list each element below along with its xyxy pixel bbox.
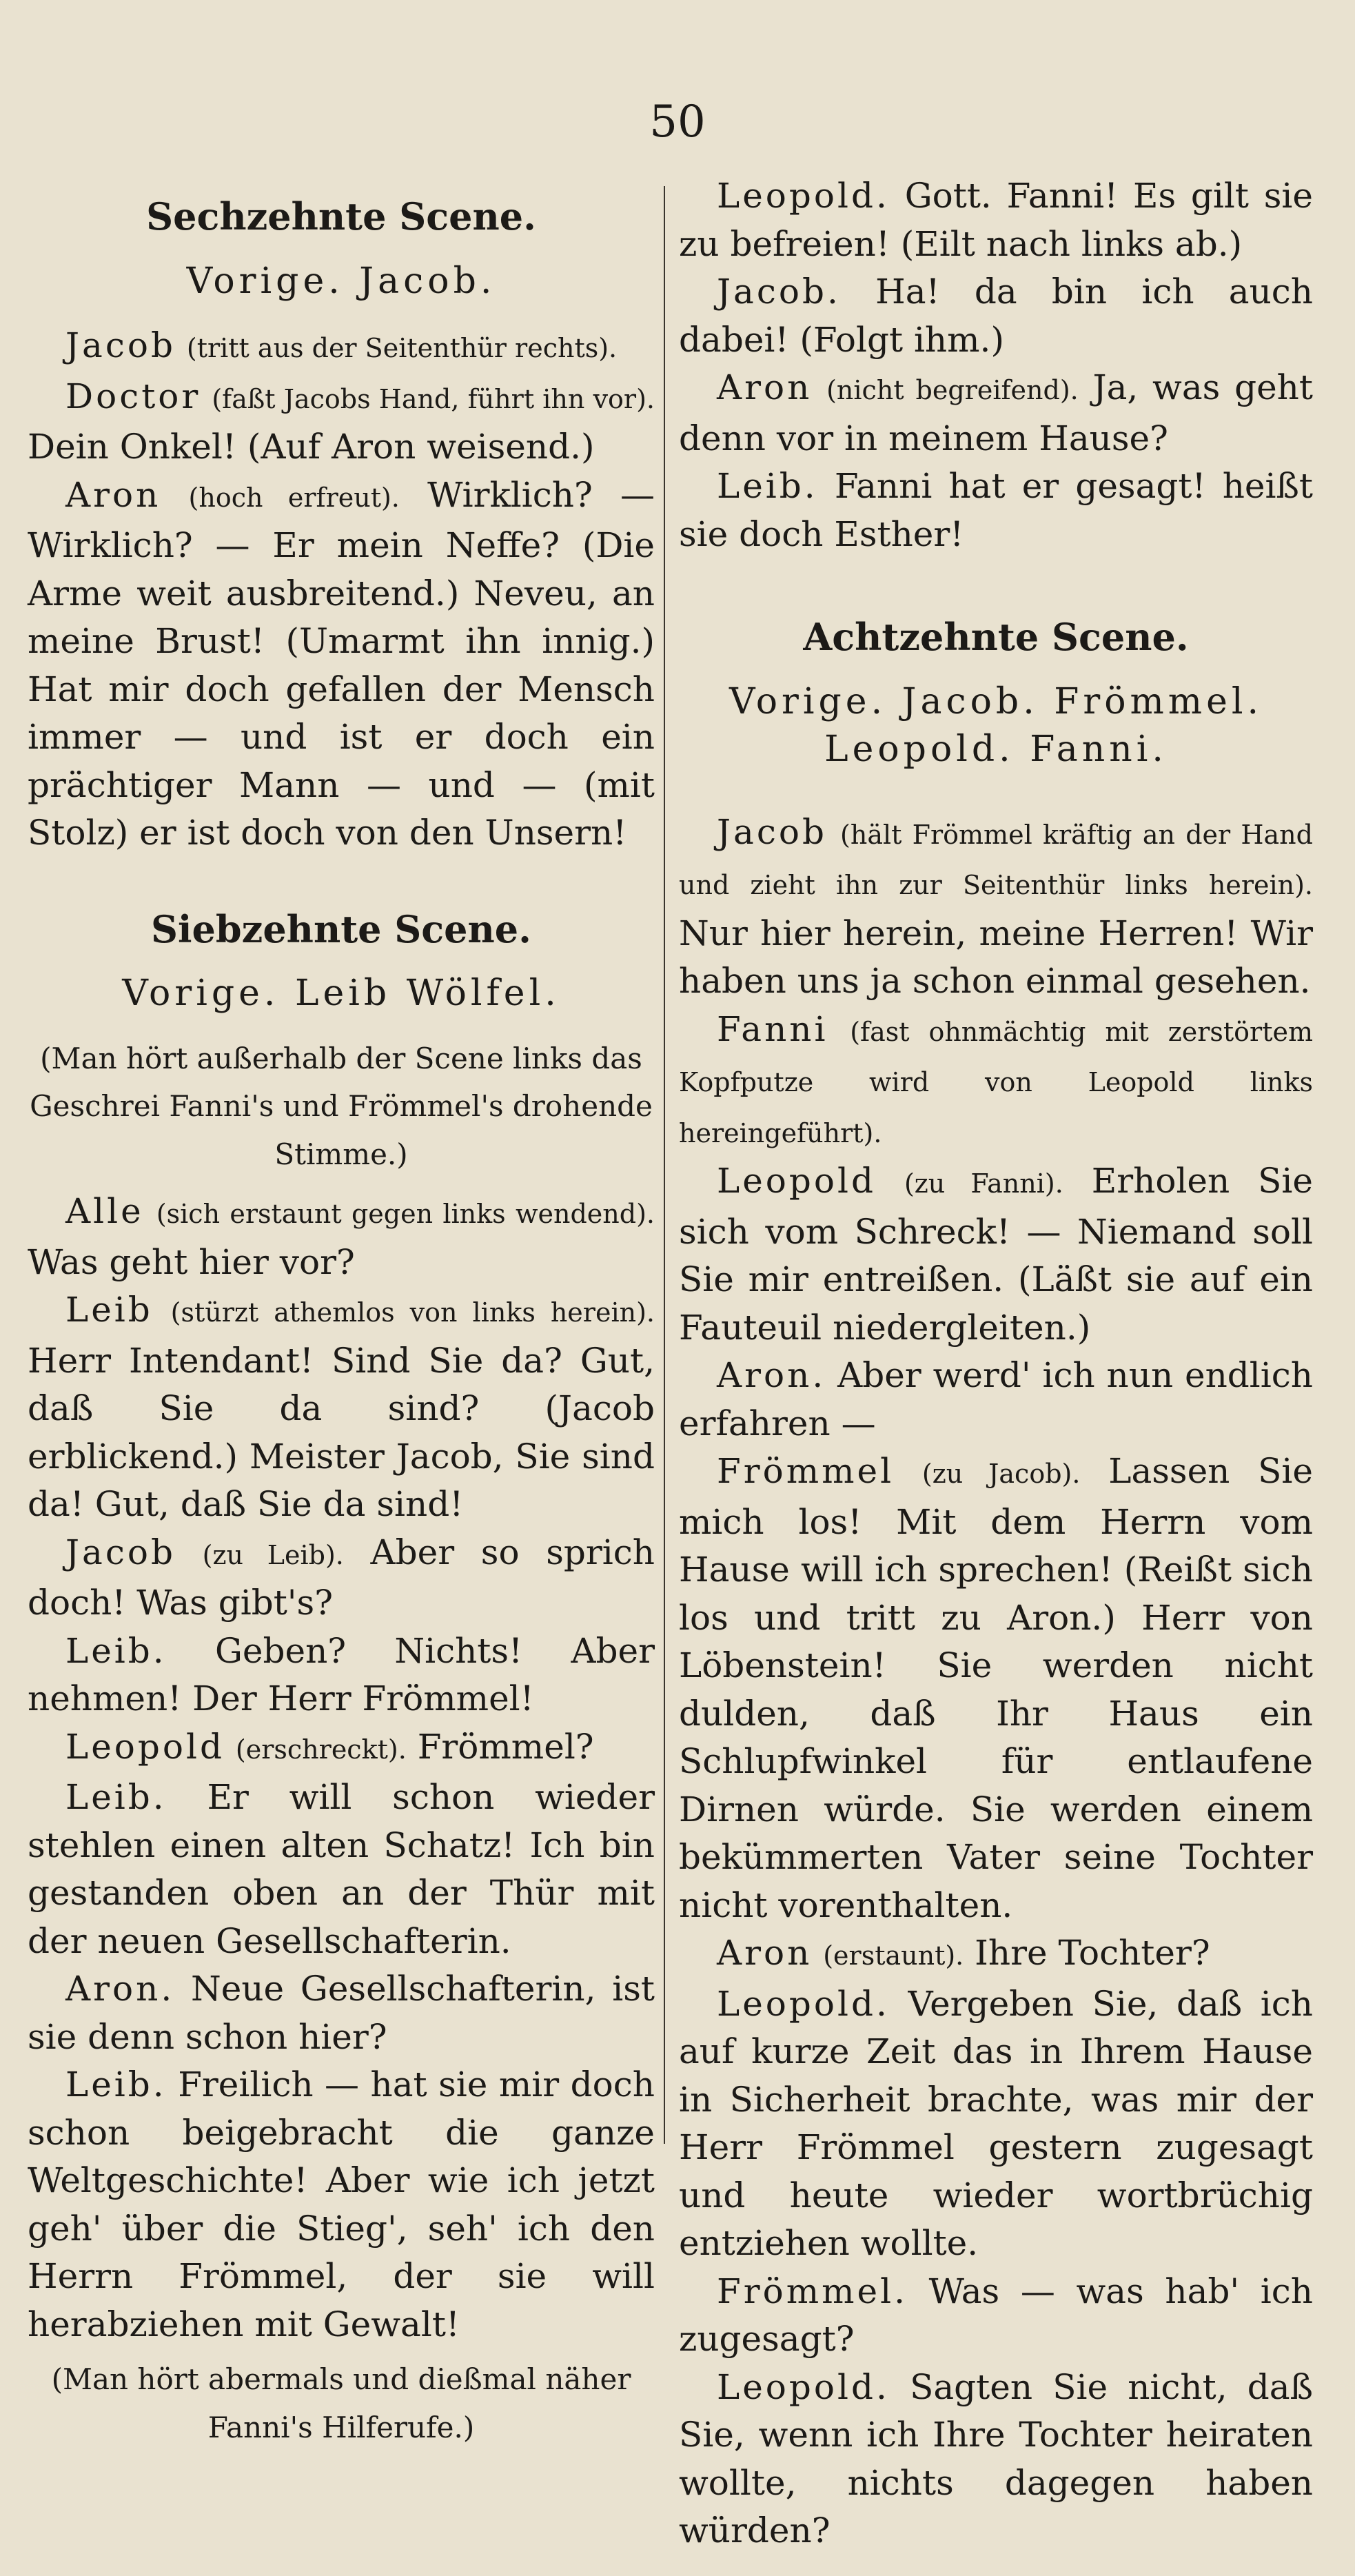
scene-heading: Sechzehnte Scene.	[146, 194, 536, 239]
spoken-text: Wirklich? — Wirklich? — Er mein Neffe? (Die Arme weit ausbreitend.) Neveu, an meine Brust! (Umarmt ihn innig.) Hat mir doch gefallen der Mensch immer — und ist er doch ein prächtiger Mann — und — (mit Stolz) er ist doch von den Unsern!	[28, 474, 655, 853]
spoken-text: Aber so sprich doch! Was gibt's?	[28, 1532, 655, 1623]
spoken-text: Neue Gesellschafterin, ist sie denn schon hier?	[28, 1969, 655, 2057]
speaker-name: Aron.	[65, 1969, 175, 2009]
stage-direction: (faßt Jacobs Hand, führt ihn vor).	[212, 383, 655, 414]
speaker-name: Jacob.	[717, 272, 841, 312]
speaker-name: Aron	[717, 367, 813, 407]
dialogue-line	[679, 809, 1313, 1006]
stage-direction: (tritt aus der Seitenthür rechts).	[186, 333, 618, 363]
spoken-text: Was geht hier vor?	[28, 1241, 355, 1282]
stage-direction: (sich erstaunt gegen links wendend).	[156, 1199, 655, 1229]
speaker-name: Leib.	[65, 1777, 167, 1817]
speaker-name: Leib.	[65, 2065, 167, 2105]
spoken-text: Geben? Nichts! Aber nehmen! Der Herr Frömmel!	[28, 1630, 655, 1718]
stage-direction: (Man hört abermals und dießmal näher Fanni's Hilferufe.)	[51, 2362, 631, 2444]
stage-direction: (erstaunt).	[823, 1940, 964, 1971]
dialogue-line	[679, 2364, 1313, 2555]
scene-heading: Achtzehnte Scene.	[803, 615, 1189, 659]
speaker-name: Jacob	[65, 325, 176, 365]
stage-direction: (zu Fanni).	[904, 1168, 1063, 1199]
left-column	[28, 172, 655, 2451]
spoken-text: Ihre Tochter?	[975, 1933, 1210, 1973]
dialogue-line	[679, 1157, 1313, 1352]
stage-direction: (fast ohnmächtig mit zerstörtem Kopfputze wird von Leopold links hereingeführt).	[679, 1016, 1313, 1148]
dialogue-line	[28, 373, 655, 471]
stage-direction: (hält Frömmel kräftig an der Hand und zieht ihn zur Seitenthür links herein).	[679, 819, 1313, 900]
speaker-name: Leib	[65, 1290, 153, 1330]
dialogue-line	[679, 172, 1313, 268]
dialogue-line	[28, 2061, 655, 2349]
speaker-name: Leopold.	[717, 176, 890, 216]
spoken-text: Ja, was geht denn vor in meinem Hause?	[679, 367, 1313, 458]
stage-direction: (Man hört außerhalb der Scene links das Geschrei Fanni's und Frömmel's drohende Stimme.)	[30, 1041, 653, 1171]
page-number: 50	[649, 97, 706, 148]
spoken-text: Herr Intendant! Sind Sie da? Gut, daß Sie da sind? (Jacob erblickend.) Meister Jacob, Sie sind da! Gut, daß Sie da sind!	[28, 1340, 655, 1524]
spoken-text: Vergeben Sie, daß ich auf kurze Zeit das in Ihrem Hause in Sicherheit brachte, was mir der Herr Frömmel gestern zugesagt und heute wieder wortbrüchig entziehen wollte.	[679, 1983, 1313, 2263]
spoken-text: Nur hier herein, meine Herren! Wir haben uns ja schon einmal gesehen.	[679, 913, 1313, 1001]
dialogue-line	[28, 322, 655, 373]
spoken-text: Frömmel?	[417, 1726, 594, 1767]
spoken-text: Sagten Sie nicht, daß Sie, wenn ich Ihre Tochter heiraten wollte, nichts dagegen haben würden?	[679, 2366, 1313, 2550]
speaker-name: Leopold.	[717, 1983, 890, 2024]
spoken-text: Dein Onkel! (Auf Aron weisend.)	[28, 427, 595, 467]
speaker-name: Aron	[65, 474, 161, 515]
speaker-name: Doctor	[65, 376, 201, 416]
dialogue-line	[679, 1448, 1313, 1929]
speaker-name: Aron	[717, 1933, 813, 1973]
dialogue-line	[679, 1980, 1313, 2268]
stage-direction: (stürzt athemlos von links herein).	[170, 1297, 655, 1328]
stage-direction: (erschreckt).	[235, 1734, 407, 1765]
stage-direction: (zu Leib).	[202, 1539, 344, 1570]
speaker-name: Leopold.	[717, 2366, 890, 2407]
spoken-text: Aber werd' ich nun endlich erfahren —	[679, 1355, 1313, 1443]
dialogue-line	[28, 1188, 655, 1286]
spoken-text: Was — was hab' ich zugesagt?	[679, 2271, 1313, 2359]
stage-direction: (hoch erfreut).	[188, 482, 400, 513]
speaker-name: Aron.	[717, 1355, 826, 1395]
dialogue-line	[28, 1774, 655, 1965]
spoken-text: Er will schon wieder stehlen einen alten Schatz! Ich bin gestanden oben an der Thür mit der neuen Gesellschafterin.	[28, 1777, 655, 1961]
dialogue-line	[679, 1006, 1313, 1158]
speaker-name: Leib.	[65, 1630, 167, 1671]
speaker-name: Leib.	[717, 466, 818, 506]
dialogue-line	[28, 1627, 655, 1723]
dialogue-line	[28, 1723, 655, 1774]
speaker-name: Jacob	[717, 811, 827, 852]
speaker-name: Alle	[65, 1191, 144, 1231]
speaker-name: Jacob	[65, 1532, 176, 1572]
dialogue-line	[679, 268, 1313, 364]
dialogue-line	[679, 463, 1313, 558]
column-divider	[664, 186, 665, 2144]
spoken-text: Gott. Fanni! Es gilt sie zu befreien! (Eilt nach links ab.)	[679, 176, 1313, 264]
speaker-name: Leopold	[65, 1726, 225, 1767]
dialogue-block	[679, 809, 1313, 2555]
dialogue-line	[679, 2268, 1313, 2364]
spoken-text: Freilich — hat sie mir doch schon beigebracht die ganze Weltgeschichte! Aber wie ich jetzt geh' über die Stieg', seh' ich den Herrn Frömmel, der sie will herabziehen mit Gewalt!	[28, 2065, 655, 2344]
speaker-name: Leopold	[717, 1161, 877, 1201]
stage-direction: (nicht begreifend).	[826, 375, 1079, 405]
dialogue-line	[28, 471, 655, 858]
dialogue-line	[679, 364, 1313, 463]
dialogue-line	[28, 1529, 655, 1627]
dialogue-line	[28, 1965, 655, 2061]
dialogue-line	[28, 1286, 655, 1529]
dialogue-line	[679, 1352, 1313, 1448]
dialogue-block	[28, 1188, 655, 2349]
scene-heading: Siebzehnte Scene.	[151, 906, 531, 951]
spoken-text: Fanni hat er gesagt! heißt sie doch Esther!	[679, 466, 1313, 554]
right-column	[679, 172, 1313, 2576]
spoken-text: Erholen Sie sich vom Schreck! — Niemand soll Sie mir entreißen. (Läßt sie auf ein Fauteuil niedergleiten.)	[679, 1161, 1313, 1348]
speaker-name: Frömmel	[717, 1451, 895, 1491]
spoken-text: Lassen Sie mich los! Mit dem Herrn vom Hause will ich sprechen! (Reißt sich los und tritt zu Aron.) Herr von Löbenstein! Sie werden nicht dulden, daß Ihr Haus ein Schlupfwinkel für entlaufene Dirnen würde. Sie werden einem bekümmerten Vater seine Tochter nicht vorenthalten.	[679, 1451, 1313, 1925]
dialogue-block	[28, 322, 655, 858]
speaker-name: Fanni	[717, 1008, 828, 1049]
scene-cast: Vorige. Jacob.	[186, 260, 496, 302]
scene-cast: Vorige. Leib Wölfel.	[122, 973, 560, 1014]
scene-cast: Vorige. Jacob. Frömmel. Leopold. Fanni.	[729, 680, 1263, 770]
speaker-name: Frömmel.	[717, 2271, 908, 2311]
dialogue-block	[679, 172, 1313, 558]
dialogue-line	[679, 1929, 1313, 1980]
spoken-text: Ha! da bin ich auch dabei! (Folgt ihm.)	[679, 272, 1313, 360]
stage-direction: (zu Jacob).	[921, 1459, 1081, 1489]
